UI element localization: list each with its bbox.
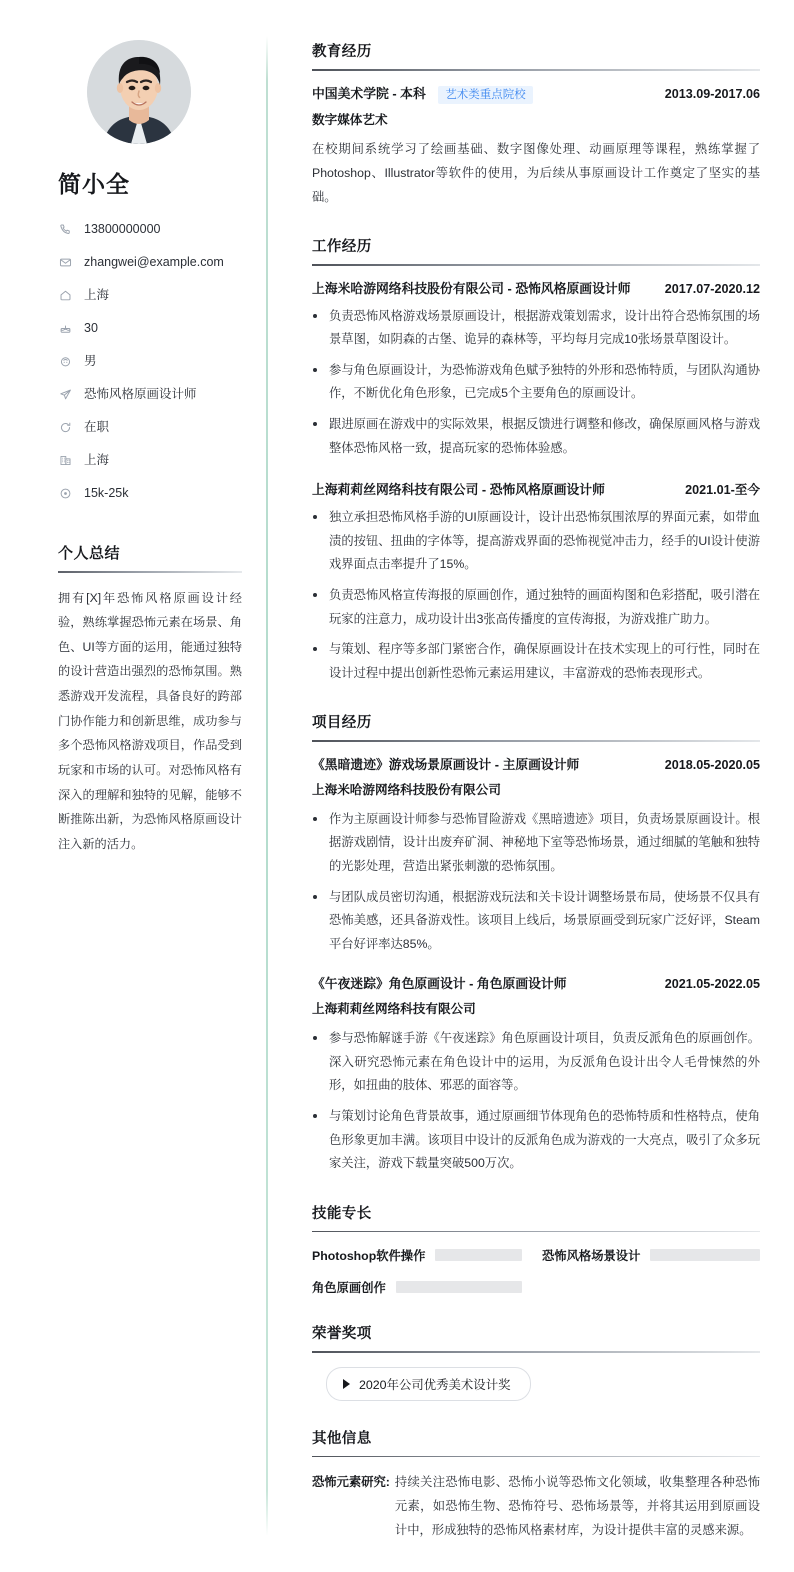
contact-list (58, 217, 244, 506)
education-title: 教育经历 (312, 44, 372, 60)
entry-header (312, 85, 760, 105)
contact-email (58, 250, 244, 275)
play-triangle-icon (343, 1379, 350, 1389)
main-content (268, 26, 760, 1542)
contact-position (58, 382, 244, 407)
project-bullets (312, 1027, 760, 1176)
project-date: 2018.05-2020.05 (664, 757, 760, 772)
skill-item (312, 1246, 536, 1264)
contact-salary (58, 481, 244, 506)
list-item: 参与恐怖解谜手游《午夜迷踪》角色原画设计项目，负责反派角色的原画创作。深入研究恐怖元素在角色设计中的运用，为反派角色设计出令人毛骨悚然的外形，如扭曲的肢体、邪恶的面容等。 (312, 1027, 760, 1098)
work-entry (312, 479, 760, 685)
gender-icon (58, 354, 73, 369)
contact-value: 30 (84, 321, 98, 335)
project-date: 2021.05-2022.05 (664, 977, 760, 992)
project-company: 上海莉莉丝网络科技有限公司 (312, 1002, 476, 1017)
list-item: 作为主原画设计师参与恐怖冒险游戏《黑暗遗迹》项目，负责场景原画设计。根据游戏剧情，设计出废弃矿洞、神秘地下室等恐怖场景，通过细腻的笔触和独特的光影处理，营造出紧张刺激的恐怖氛围。 (312, 808, 760, 879)
skill-label: 角色原画创作 (312, 1281, 386, 1296)
other-info-text: 持续关注恐怖电影、恐怖小说等恐怖文化领域，收集整理各种恐怖元素，如恐怖生物、恐怖符号、恐怖场景等，并将其运用到原画设计中，形成独特的恐怖风格素材库，为设计提供丰富的灵感来源。 (394, 1475, 760, 1537)
list-item: 参与角色原画设计，为恐怖游戏角色赋予独特的外形和恐怖特质，与团队沟通协作，不断优化角色形象，已完成5个主要角色的原画设计。 (312, 359, 760, 406)
list-item: 负责恐怖风格游戏场景原画设计，根据游戏策划需求，设计出符合恐怖氛围的场景草图，如阴森的古堡、诡异的森林等，平均每月完成10张场景草图设计。 (312, 305, 760, 352)
work-date: 2017.07-2020.12 (664, 281, 760, 296)
education-major: 数字媒体艺术 (312, 113, 388, 128)
list-item: 与团队成员密切沟通，根据游戏玩法和关卡设计调整场景布局，使场景不仅具有恐怖美感，还具备游戏性。该项目上线后，场景原画受到玩家广泛好评，Steam平台好评率达85%。 (312, 886, 760, 957)
summary-text: 拥有[X]年恐怖风格原画设计经验，熟练掌握恐怖元素在场景、角色、UI等方面的运用，能通过独特的设计营造出强烈的恐怖氛围。熟悉游戏开发流程，具备良好的跨部门协作能力和创新思维，成功参与多个恐怖风格游戏项目，作品受到玩家和市场的认可。对恐怖风格有深入的理解和独特的见解，能够不断推陈出新，为恐怖风格原画设计注入新的活力。 (58, 590, 242, 851)
contact-value: 上海 (84, 288, 110, 302)
projects-section (312, 711, 760, 1175)
other-info-title: 其他信息 (312, 1430, 372, 1447)
project-company: 上海米哈游网络科技股份有限公司 (312, 782, 501, 797)
contact-value: 13800000000 (84, 222, 161, 236)
skill-item (312, 1278, 536, 1296)
avatar-wrap (34, 40, 244, 144)
work-section (312, 235, 760, 685)
list-item: 与策划、程序等多部门紧密合作，确保原画设计在技术实现上的可行性，同时在设计过程中提出创新性恐怖元素运用建议，丰富游戏的恐怖表现形式。 (312, 638, 760, 685)
project-name-role: 《黑暗遗迹》游戏场景原画设计 - 主原画设计师 (312, 756, 580, 772)
skill-progress-track (396, 1281, 522, 1293)
summary-section (58, 542, 242, 857)
awards-section (312, 1322, 760, 1401)
skill-progress-track (435, 1249, 522, 1261)
entry-header (312, 280, 760, 298)
sidebar (34, 26, 266, 1542)
education-date: 2013.09-2017.06 (664, 86, 760, 101)
contact-workplace (58, 448, 244, 473)
work-title: 工作经历 (312, 239, 372, 256)
avatar (87, 40, 191, 144)
entry-header (312, 975, 760, 993)
contact-value: 在职 (84, 420, 110, 434)
other-info-item (312, 1471, 760, 1542)
project-name-role: 《午夜迷踪》角色原画设计 - 角色原画设计师 (312, 976, 567, 992)
award-chip[interactable] (326, 1367, 531, 1401)
section-rule (312, 69, 760, 71)
skills-section (312, 1202, 760, 1297)
work-entry (312, 280, 760, 461)
project-entry (312, 756, 760, 956)
phone-icon (58, 222, 73, 237)
work-company-role: 上海莉莉丝网络科技有限公司 - 恐怖风格原画设计师 (312, 482, 605, 498)
contact-value: 男 (84, 354, 97, 368)
section-rule (312, 740, 760, 742)
skill-progress-track (650, 1249, 760, 1261)
list-item: 负责恐怖风格宣传海报的原画创作，通过独特的画面构图和色彩搭配，吸引潜在玩家的注意力，成功设计出3张高传播度的宣传海报，为游戏推广助力。 (312, 584, 760, 631)
page-title: 简小全 (58, 171, 130, 197)
work-bullets (312, 506, 760, 685)
projects-title: 项目经历 (312, 715, 372, 732)
summary-rule (58, 571, 242, 573)
education-badge: 艺术类重点院校 (438, 86, 533, 105)
skills-title: 技能专长 (312, 1205, 372, 1222)
skill-label: Photoshop软件操作 (312, 1249, 426, 1264)
work-bullets (312, 305, 760, 461)
entry-header (312, 756, 760, 774)
award-label: 2020年公司优秀美术设计奖 (359, 1377, 511, 1392)
project-entry (312, 975, 760, 1175)
other-info-label: 恐怖元素研究: (312, 1475, 390, 1490)
building-icon (58, 453, 73, 468)
work-date: 2021.01-至今 (685, 483, 760, 498)
contact-age (58, 316, 244, 341)
contact-value: 上海 (84, 453, 110, 467)
skills-grid (312, 1246, 760, 1296)
education-entry (312, 85, 760, 210)
contact-hometown (58, 283, 244, 308)
award-list (312, 1367, 760, 1401)
list-item: 跟进原画在游戏中的实际效果，根据反馈进行调整和修改，确保原画风格与游戏整体恐怖风格一致，提高玩家的恐怖体验感。 (312, 413, 760, 460)
project-bullets (312, 808, 760, 957)
contact-gender (58, 349, 244, 374)
contact-value: 恐怖风格原画设计师 (84, 387, 197, 401)
home-icon (58, 288, 73, 303)
education-desc: 在校期间系统学习了绘画基础、数字图像处理、动画原理等课程，熟练掌握了Photoshop、Illustrator等软件的使用，为后续从事原画设计工作奠定了坚实的基础。 (312, 142, 760, 204)
contact-status (58, 415, 244, 440)
section-rule (312, 1456, 760, 1458)
contact-phone (58, 217, 244, 242)
contact-value: 15k-25k (84, 486, 129, 500)
education-section (312, 40, 760, 209)
entry-header (312, 479, 760, 499)
summary-title: 个人总结 (58, 545, 121, 562)
contact-value: zhangwei@example.com (84, 255, 224, 269)
section-rule (312, 1351, 760, 1353)
salary-coin-icon (58, 486, 73, 501)
section-rule (312, 264, 760, 266)
birthday-cake-icon (58, 321, 73, 336)
skill-label: 恐怖风格场景设计 (542, 1249, 641, 1264)
other-info-section (312, 1427, 760, 1542)
email-icon (58, 255, 73, 270)
list-item: 与策划讨论角色背景故事，通过原画细节体现角色的恐怖特质和性格特点，使角色形象更加丰满。该项目中设计的反派角色成为游戏的一大亮点，吸引了众多玩家关注，游戏下载量突破500万次。 (312, 1105, 760, 1176)
work-company-role: 上海米哈游网络科技股份有限公司 - 恐怖风格原画设计师 (312, 280, 631, 296)
education-school: 中国美术学院 - 本科 (312, 85, 426, 101)
refresh-status-icon (58, 420, 73, 435)
list-item: 独立承担恐怖风格手游的UI原画设计，设计出恐怖氛围浓厚的界面元素，如带血渍的按钮、扭曲的字体等，提高游戏界面的恐怖视觉冲击力，经手的UI设计使游戏界面点击率提升了15%。 (312, 506, 760, 577)
education-school-line (312, 85, 533, 105)
paper-plane-icon (58, 387, 73, 402)
skill-item (536, 1246, 760, 1264)
section-rule (312, 1231, 760, 1233)
awards-title: 荣誉奖项 (312, 1326, 372, 1343)
